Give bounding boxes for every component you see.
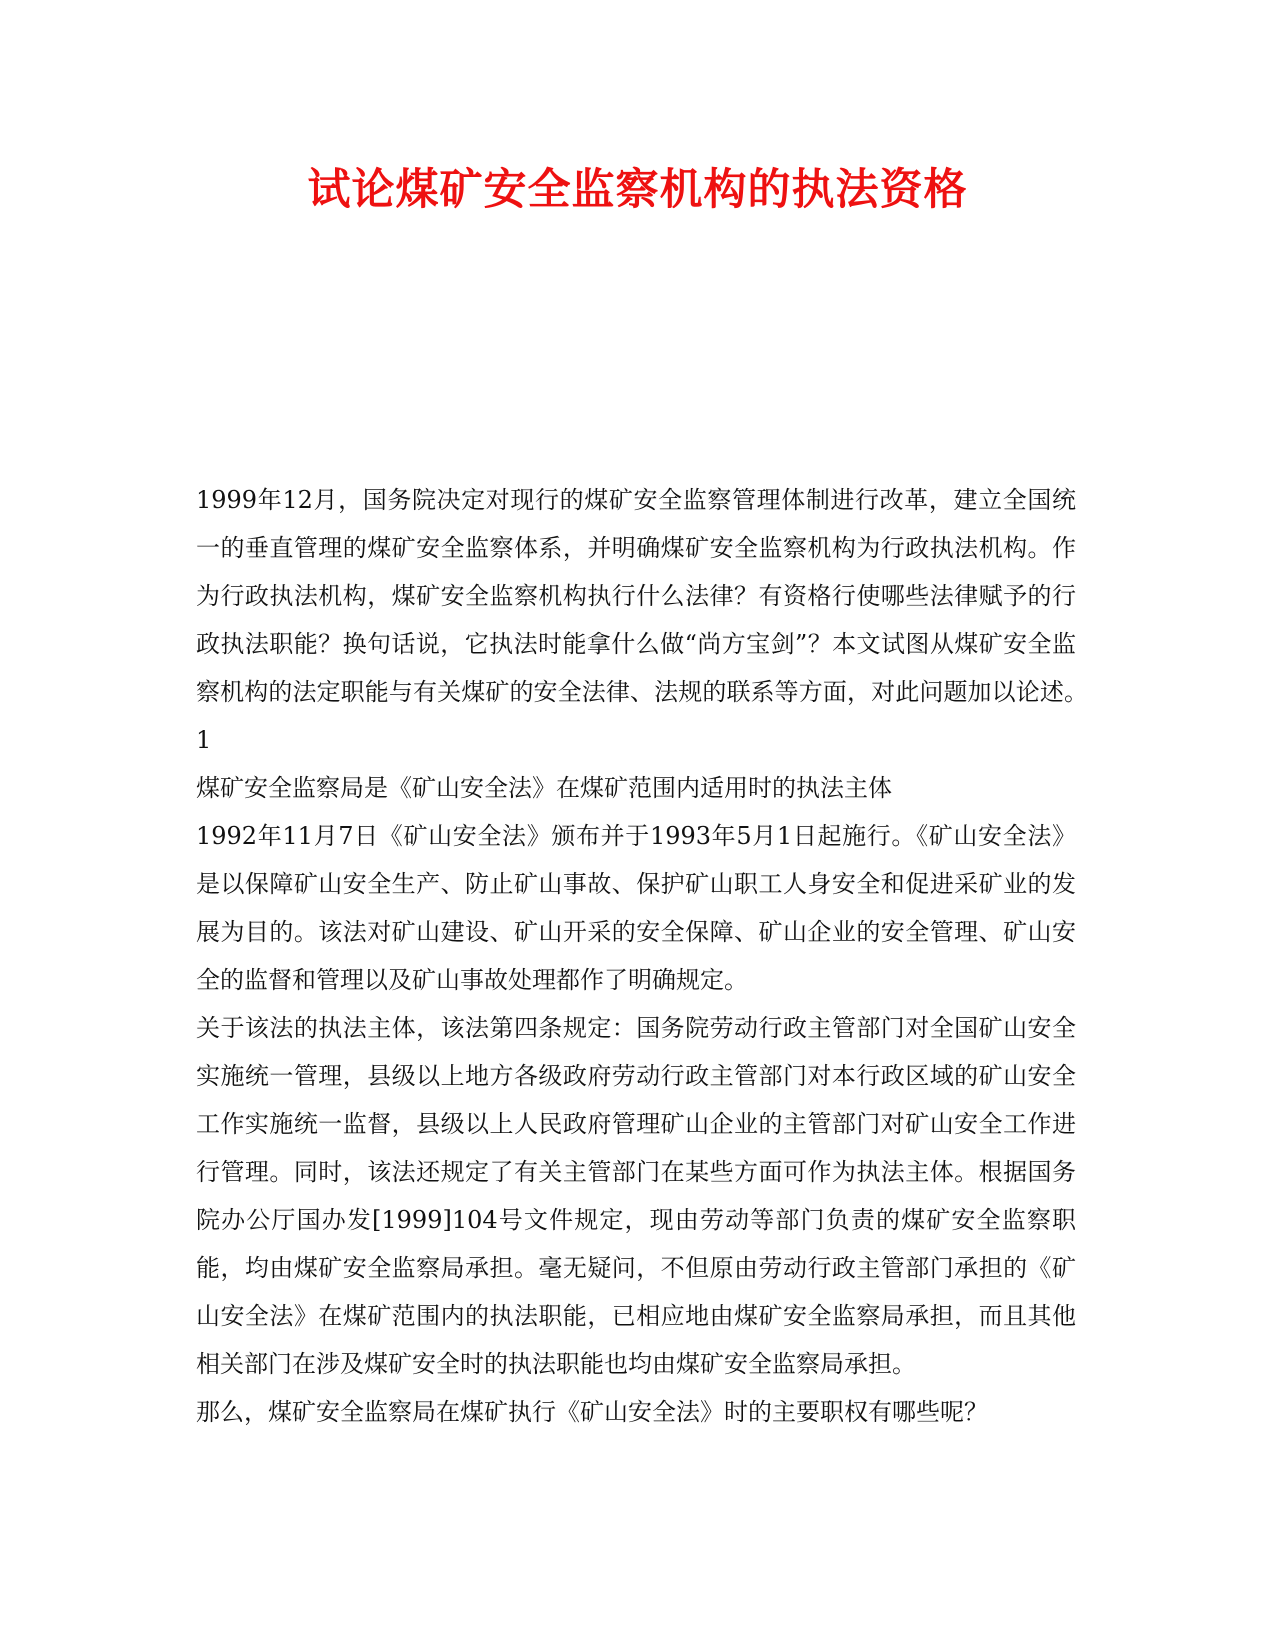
paragraph-intro: 1999年12月，国务院决定对现行的煤矿安全监察管理体制进行改革，建立全国统一的垂直管理的煤矿安全监察体系，并明确煤矿安全监察机构为行政执法机构。作为行政执法机构，煤矿安全监察机构执行什么法律？有资格行使哪些法律赋予的行政执法职能？换句话说，它执法时能拿什么做“尚方宝剑”？本文试图从煤矿安全监察机构的法定职能与有关煤矿的安全法律、法规的联系等方面，对此问题加以论述。 1	[196, 486, 1124, 754]
paragraph-question: 那么，煤矿安全监察局在煤矿执行《矿山安全法》时的主要职权有哪些呢？	[196, 1398, 988, 1426]
paragraph-law-history: 1992年11月7日《矿山安全法》颁布并于1993年5月1日起施行。《矿山安全法》是以保障矿山安全生产、防止矿山事故、保护矿山职工人身安全和促进采矿业的发展为目的。该法对矿山建设、矿山开采的安全保障、矿山企业的安全管理、矿山安全的监督和管理以及矿山事故处理都作了明确规定。	[196, 822, 1076, 994]
page-title: 试论煤矿安全监察机构的执法资格	[307, 165, 968, 215]
paragraph-enforcement-subject: 关于该法的执法主体，该法第四条规定：国务院劳动行政主管部门对全国矿山安全实施统一管理，县级以上地方各级政府劳动行政主管部门对本行政区域的矿山安全工作实施统一监督，县级以上人民政府管理矿山企业的主管部门对矿山安全工作进行管理。同时，该法还规定了有关主管部门在某些方面可作为执法主体。根据国务院办公厅国办发[1999]104号文件规定，现由劳动等部门负责的煤矿安全监察职能，均由煤矿安全监察局承担。毫无疑问，不但原由劳动行政主管部门承担的《矿山安全法》在煤矿范围内的执法职能，已相应地由煤矿安全监察局承担，而且其他相关部门在涉及煤矿安全时的执法职能也均由煤矿安全监察局承担。	[196, 1014, 1076, 1378]
document-body	[196, 476, 1124, 1436]
section-heading: 煤矿安全监察局是《矿山安全法》在煤矿范围内适用时的执法主体	[196, 774, 892, 802]
